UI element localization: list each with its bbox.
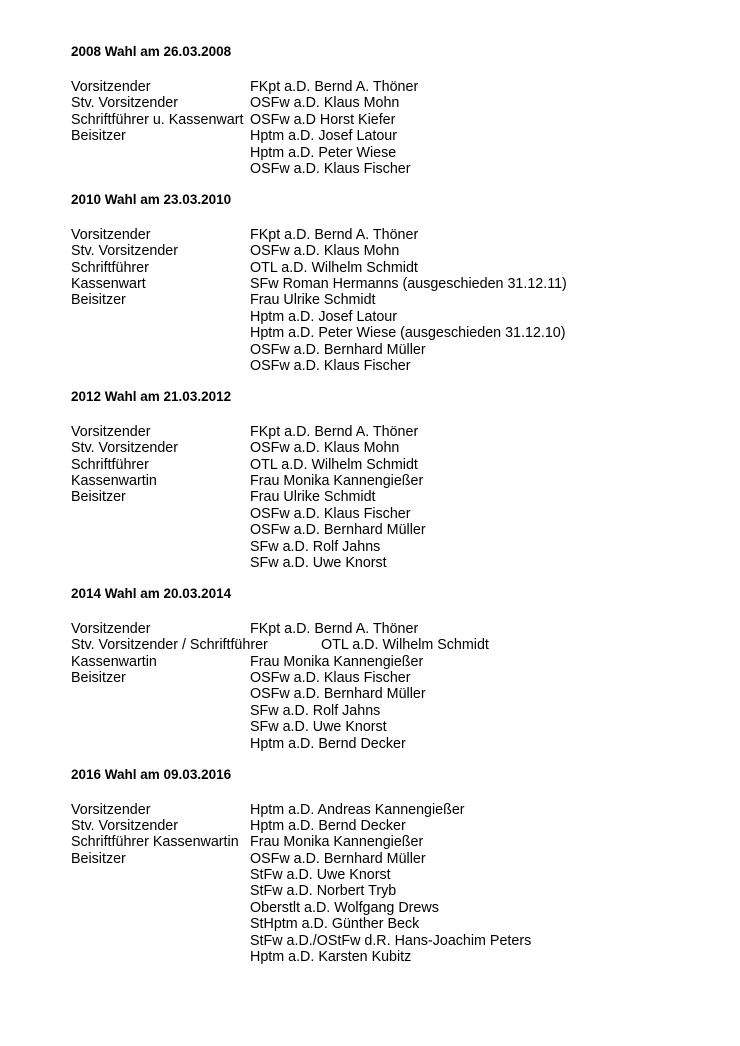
board-member-row [71,243,711,259]
member-name: SFw a.D. Uwe Knorst [250,554,387,571]
board-member-row [71,95,711,111]
board-member-row [71,883,711,899]
member-name: Frau Monika Kannengießer [250,834,424,851]
section-spacer [71,177,711,192]
board-member-row [71,342,711,358]
board-member-row [71,522,711,538]
section-heading: 2010 Wahl am 23.03.2010 [71,191,232,207]
member-name: OSFw a.D. Klaus Fischer [250,160,411,177]
section-spacer [71,752,711,767]
board-member-row [71,506,711,522]
member-name: SFw Roman Hermanns (ausgeschieden 31.12.11) [250,276,567,293]
member-name: StHptm a.D. Günther Beck [250,916,420,933]
member-name: OSFw a.D. Bernhard Müller [250,686,426,703]
board-member-row [71,621,711,637]
board-member-row [71,916,711,932]
role-label: Schriftführer Kassenwartin [71,834,239,851]
member-name: OSFw a.D. Klaus Mohn [250,243,400,260]
election-section [71,586,711,752]
member-name: Frau Ulrike Schmidt [250,292,376,309]
board-member-row [71,851,711,867]
member-name: OSFw a.D. Klaus Fischer [250,357,411,374]
member-name: FKpt a.D. Bernd A. Thöner [250,620,419,637]
member-name: Frau Ulrike Schmidt [250,489,376,506]
section-heading: 2008 Wahl am 26.03.2008 [71,44,232,59]
member-name: Hptm a.D. Karsten Kubitz [250,949,412,966]
member-name: Frau Monika Kannengießer [250,473,424,490]
board-member-row [71,145,711,161]
board-member-row [71,703,711,719]
board-member-row [71,736,711,752]
board-member-row [71,309,711,325]
member-name: Hptm a.D. Bernd Decker [250,735,406,752]
board-member-row [71,834,711,850]
role-label: Vorsitzender [71,423,151,440]
board-member-row [71,358,711,374]
election-section [71,192,711,375]
member-name: FKpt a.D. Bernd A. Thöner [250,226,419,243]
board-member-row [71,900,711,916]
member-name: Frau Monika Kannengießer [250,653,424,670]
role-label: Vorsitzender [71,620,151,637]
member-name: OSFw a.D. Bernhard Müller [250,522,426,539]
board-member-row [71,424,711,440]
member-name: Hptm a.D. Bernd Decker [250,817,406,834]
election-section [71,767,711,966]
election-section [71,44,711,177]
board-member-row [71,818,711,834]
member-name: FKpt a.D. Bernd A. Thöner [250,79,419,95]
member-name: OSFw a.D. Bernhard Müller [250,341,426,358]
board-member-row [71,802,711,818]
board-member-row [71,128,711,144]
role-label: Vorsitzender [71,226,151,243]
board-member-row [71,473,711,489]
member-name: Hptm a.D. Peter Wiese (ausgeschieden 31.12.10) [250,325,566,342]
role-label: Kassenwartin [71,653,157,670]
board-member-row [71,686,711,702]
section-heading: 2016 Wahl am 09.03.2016 [71,766,232,782]
role-label: Kassenwartin [71,473,157,490]
role-label: Stv. Vorsitzender / Schriftführer [71,637,268,654]
role-label: Schriftführer [71,259,149,276]
section-spacer [71,571,711,586]
member-name: SFw a.D. Uwe Knorst [250,719,387,736]
member-name: Hptm a.D. Josef Latour [250,128,398,145]
board-member-row [71,670,711,686]
member-name: OSFw a.D. Klaus Fischer [250,670,411,687]
member-name: OSFw a.D. Bernhard Müller [250,850,426,867]
role-label: Beisitzer [71,850,126,867]
board-member-row [71,867,711,883]
document-page [71,44,711,965]
section-heading: 2014 Wahl am 20.03.2014 [71,585,232,601]
board-member-row [71,112,711,128]
role-label: Stv. Vorsitzender [71,243,179,260]
board-member-row [71,489,711,505]
member-name: OTL a.D. Wilhelm Schmidt [250,259,418,276]
board-member-row [71,539,711,555]
member-name: SFw a.D. Rolf Jahns [250,538,381,555]
member-name: OSFw a.D. Klaus Mohn [250,95,400,112]
role-label: Kassenwart [71,276,146,293]
role-label: Beisitzer [71,128,126,145]
election-section [71,389,711,572]
board-member-row [71,161,711,177]
board-member-row [71,227,711,243]
member-name: OTL a.D. Wilhelm Schmidt [250,456,418,473]
section-spacer [71,374,711,389]
board-member-row [71,719,711,735]
section-heading: 2012 Wahl am 21.03.2012 [71,388,232,404]
board-member-row [71,555,711,571]
role-label: Stv. Vorsitzender [71,440,179,457]
board-member-row [71,292,711,308]
member-name: Hptm a.D. Josef Latour [250,308,398,325]
role-label: Beisitzer [71,670,126,687]
board-member-row [71,637,711,653]
member-name: OSFw a.D Horst Kiefer [250,111,396,128]
role-label: Beisitzer [71,292,126,309]
board-member-row [71,933,711,949]
member-name: FKpt a.D. Bernd A. Thöner [250,423,419,440]
role-label: Stv. Vorsitzender [71,95,179,112]
member-name: OSFw a.D. Klaus Fischer [250,505,411,522]
member-name: StFw a.D. Uwe Knorst [250,867,391,884]
member-name: SFw a.D. Rolf Jahns [250,702,381,719]
member-name: Hptm a.D. Andreas Kannengießer [250,801,465,818]
role-label: Beisitzer [71,489,126,506]
board-member-row [71,949,711,965]
role-label: Schriftführer [71,456,149,473]
role-label: Stv. Vorsitzender [71,817,179,834]
role-label: Vorsitzender [71,79,151,95]
board-member-row [71,457,711,473]
role-label: Schriftführer u. Kassenwart [71,111,244,128]
member-name: Oberstlt a.D. Wolfgang Drews [250,899,439,916]
board-member-row [71,654,711,670]
member-name: OTL a.D. Wilhelm Schmidt [321,637,489,654]
board-member-row [71,440,711,456]
board-member-row [71,325,711,341]
member-name: StFw a.D./OStFw d.R. Hans-Joachim Peters [250,932,532,949]
board-member-row [71,79,711,95]
board-member-row [71,276,711,292]
member-name: Hptm a.D. Peter Wiese [250,144,397,161]
role-label: Vorsitzender [71,801,151,818]
member-name: OSFw a.D. Klaus Mohn [250,440,400,457]
member-name: StFw a.D. Norbert Tryb [250,883,397,900]
board-member-row [71,260,711,276]
